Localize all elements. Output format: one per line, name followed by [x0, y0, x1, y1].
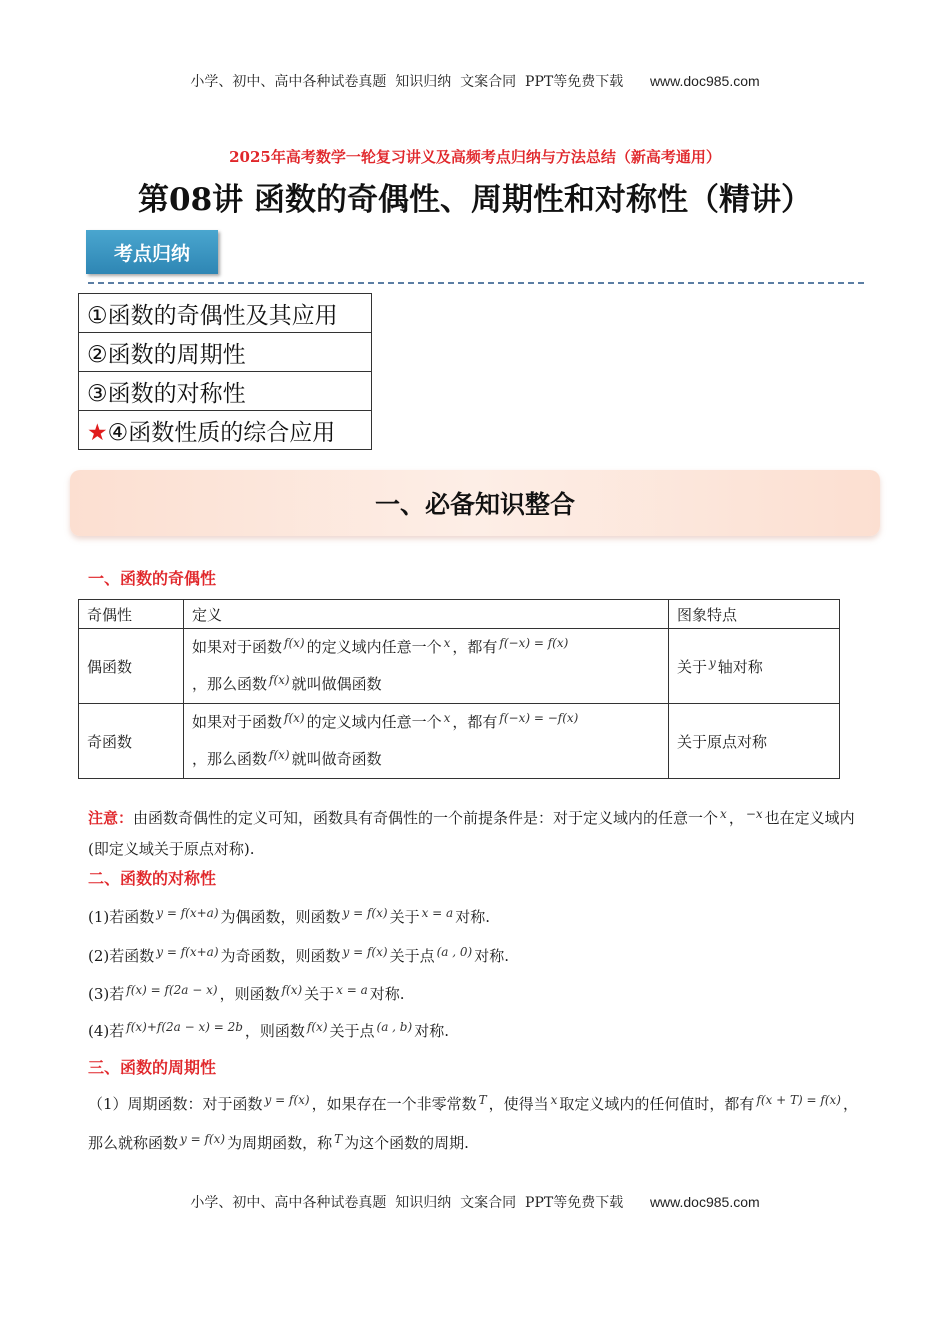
symmetry-item: (3)若 $^{f(x) = f(2a - x)}$ ，则函数 $^{f(x)}$ 关于 $^{x = a}$ 对称.	[88, 983, 405, 1003]
section-banner: 一、必备知识整合	[70, 470, 880, 536]
table-row	[79, 704, 840, 779]
table-cell: 如果对于函数 $^{f(x)}$ 的定义域内任意一个 $^x$ ，都有 $^{f(-x) = f(x)}$ ，那么函数 $^{f(x)}$ 就叫做偶函数	[184, 629, 669, 704]
table-cell: 偶函数	[79, 629, 184, 704]
period-paragraph: （1）周期函数：对于函数 $^{y = f(x)}$ ，如果存在一个非零常数 $^T$ ，使得当 $^x$ 取定义域内的任何值时，都有 $^{f(x + T) = f(x)}$ ，那么就称函数 $^{y = f(x)}$ 为周期函数，称 $^T$ 为这个函数的周期.	[88, 1093, 858, 1152]
section-heading-period: 三、函数的周期性	[88, 1058, 217, 1077]
series-title: 2025年高考数学一轮复习讲义及高频考点归纳与方法总结（新高考通用）	[229, 148, 721, 166]
header-site[interactable]: www.doc985.com	[649, 73, 760, 89]
symmetry-item: (4)若 $^{f(x)+f(2a - x) = 2b}$ ，则函数 $^{f(x)}$ 关于点 $^{(a , b)}$ 对称.	[88, 1020, 449, 1040]
table-cell: 关于原点对称	[669, 704, 840, 779]
parity-table	[78, 599, 840, 779]
table-cell: 奇函数	[79, 704, 184, 779]
topic-item: ★④函数性质的综合应用	[79, 411, 372, 450]
page-footer	[0, 1192, 950, 1212]
table-header: 图象特点	[669, 600, 840, 629]
topic-list	[78, 293, 372, 450]
footer-site[interactable]: www.doc985.com	[649, 1194, 760, 1210]
symmetry-item: (2)若函数 $^{y = f(x+a)}$ 为奇函数，则函数 $^{y = f(x)}$ 关于点 $^{(a , 0)}$ 对称.	[88, 945, 509, 965]
topic-item: ②函数的周期性	[79, 333, 372, 372]
table-row	[79, 629, 840, 704]
page-header	[0, 71, 950, 91]
header-text: 小学、初中、高中各种试卷真题 知识归纳 文案合同 PPT等免费下载	[190, 74, 624, 90]
note-paragraph: 注意：由函数奇偶性的定义可知，函数具有奇偶性的一个前提条件是：对于定义域内的任意一个 $^x$ ， $^{-x}$ 也在定义域内(即定义域关于原点对称).	[88, 807, 855, 858]
section-heading-symmetry: 二、函数的对称性	[88, 869, 217, 888]
main-title: 第08讲 函数的奇偶性、周期性和对称性（精讲）	[138, 182, 812, 218]
symmetry-item: (1)若函数 $^{y = f(x+a)}$ 为偶函数，则函数 $^{y = f(x)}$ 关于 $^{x = a}$ 对称.	[88, 906, 490, 926]
footer-text: 小学、初中、高中各种试卷真题 知识归纳 文案合同 PPT等免费下载	[190, 1195, 624, 1211]
note-label: 注意：	[88, 809, 134, 827]
dashed-divider	[88, 282, 864, 284]
section-tag: 考点归纳	[86, 230, 218, 274]
section-heading-parity: 一、函数的奇偶性	[88, 569, 217, 588]
table-cell: 如果对于函数 $^{f(x)}$ 的定义域内任意一个 $^x$ ，都有 $^{f(-x) = -f(x)}$ ，那么函数 $^{f(x)}$ 就叫做奇函数	[184, 704, 669, 779]
table-header: 定义	[184, 600, 669, 629]
topic-item: ①函数的奇偶性及其应用	[79, 294, 372, 333]
table-header: 奇偶性	[79, 600, 184, 629]
table-cell: 关于 $^y$ 轴对称	[669, 629, 840, 704]
star-icon: ★	[87, 419, 108, 446]
topic-item: ③函数的对称性	[79, 372, 372, 411]
